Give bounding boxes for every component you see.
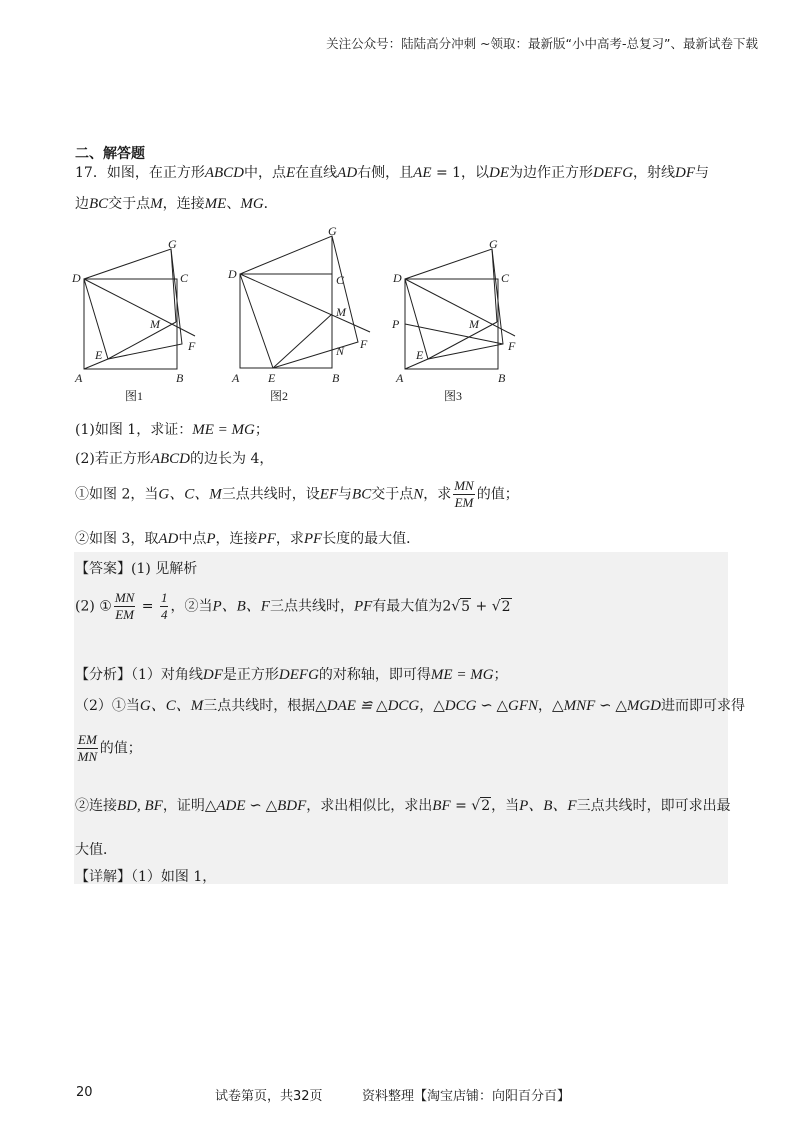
section-title: 二、解答题 [75, 146, 145, 162]
answer-line-1: 【答案】(1) 见解析 [75, 561, 198, 577]
fig1-label-d: D [72, 271, 81, 285]
fig1-label-f: F [188, 339, 196, 353]
fig1-caption: 图1 [125, 389, 144, 403]
fig2-label-a: A [232, 371, 240, 385]
problem-line-1: 17．如图，在正方形ABCD中，点E在直线AD右侧，且AE = 1，以DE为边作正方形DEFG，射线DF与 [75, 165, 710, 181]
fig2-label-e: E [268, 371, 276, 385]
footer-source: 资料整理【淘宝店铺：向阳百分百】 [362, 1089, 571, 1104]
fig2-label-n: N [336, 344, 345, 358]
fig1-label-c: C [180, 271, 189, 285]
analysis-line-3: $\frac{EM}{MN}$ 的值； [77, 732, 142, 764]
fig2-label-f: F [360, 337, 368, 351]
fig3-label-f: F [508, 339, 516, 353]
fig1-label-b: B [176, 371, 184, 385]
detail-line-1: 【详解】（1）如图 1， [75, 869, 217, 885]
fig2-label-m: M [336, 305, 346, 319]
sqrt-symbol: √ [491, 598, 501, 615]
fig3-label-e: E [416, 348, 424, 362]
footer-page-info: 试卷第页，共32页 [215, 1089, 323, 1104]
page-header: 关注公众号：陆陆高分冲刺 ~领取：最新版“小中高考-总复习”、最新试卷下载 [326, 36, 758, 51]
question-1: (1)如图 1，求证：ME = MG； [75, 422, 269, 438]
sqrt-symbol: √ [471, 798, 481, 814]
fig2-label-d: D [228, 267, 237, 281]
analysis-line-5: 大值． [75, 842, 117, 858]
page-number: 20 [76, 1085, 93, 1100]
fig1-label-m: M [150, 317, 160, 331]
analysis-line-2: （2）①当G、C、M三点共线时，根据△DAE ≌ △DCG，△DCG ∽ △GFN，△MNF ∽ △MGD进而即可求得 [75, 698, 746, 714]
fig3-label-m: M [469, 317, 479, 331]
fig3-label-g: G [489, 237, 498, 251]
analysis-line-1: 【分析】（1）对角线DF是正方形DEFG的对称轴，即可得ME = MG； [75, 667, 508, 683]
fig3-label-d: D [393, 271, 402, 285]
analysis-line-4: ②连接BD, BF，证明△ADE ∽ △BDF，求出相似比，求出BF = √2，当P、B、F三点共线时，即可求出最 [75, 798, 731, 814]
fraction-one-quarter: $\frac{1}{4}$ [160, 590, 168, 622]
figure-2 [240, 236, 370, 368]
answer-line-2: (2) ① $\frac{MN}{EM}$ = $\frac{1}{4}$ ，②当P、B、F三点共线时，PF有最大值为2√5 + √2 [75, 590, 511, 622]
fig3-label-a: A [396, 371, 404, 385]
question-2-part-1: ①如图 2，当G、C、M三点共线时，设EF与BC交于点N，求 $\frac{MN}{EM}$ 的值； [75, 478, 519, 510]
fig3-label-p: P [392, 317, 400, 331]
fraction-answer-mn-em: $\frac{MN}{EM}$ [114, 590, 135, 622]
fig2-label-b: B [332, 371, 340, 385]
fig3-label-c: C [501, 271, 510, 285]
question-2-part-2: ②如图 3，取AD中点P，连接PF，求PF长度的最大值． [75, 531, 421, 547]
fig3-label-b: B [498, 371, 506, 385]
figure-svg [70, 222, 530, 407]
fig2-label-g: G [328, 224, 337, 238]
fig1-label-e: E [95, 348, 103, 362]
fraction-em-mn: $\frac{EM}{MN}$ [77, 732, 98, 764]
fig2-label-c: C [336, 273, 345, 287]
fig2-caption: 图2 [270, 389, 289, 403]
fig3-caption: 图3 [444, 389, 463, 403]
fraction-mn-em: $\frac{MN}{EM}$ [454, 478, 474, 510]
fig1-label-a: A [75, 371, 83, 385]
sqrt-symbol: √ [451, 598, 461, 615]
problem-line-2: 边BC交于点M，连接ME、MG． [75, 196, 278, 212]
fig1-label-g: G [168, 237, 177, 251]
figures [70, 222, 530, 411]
question-2: (2)若正方形ABCD的边长为 4， [75, 451, 274, 467]
